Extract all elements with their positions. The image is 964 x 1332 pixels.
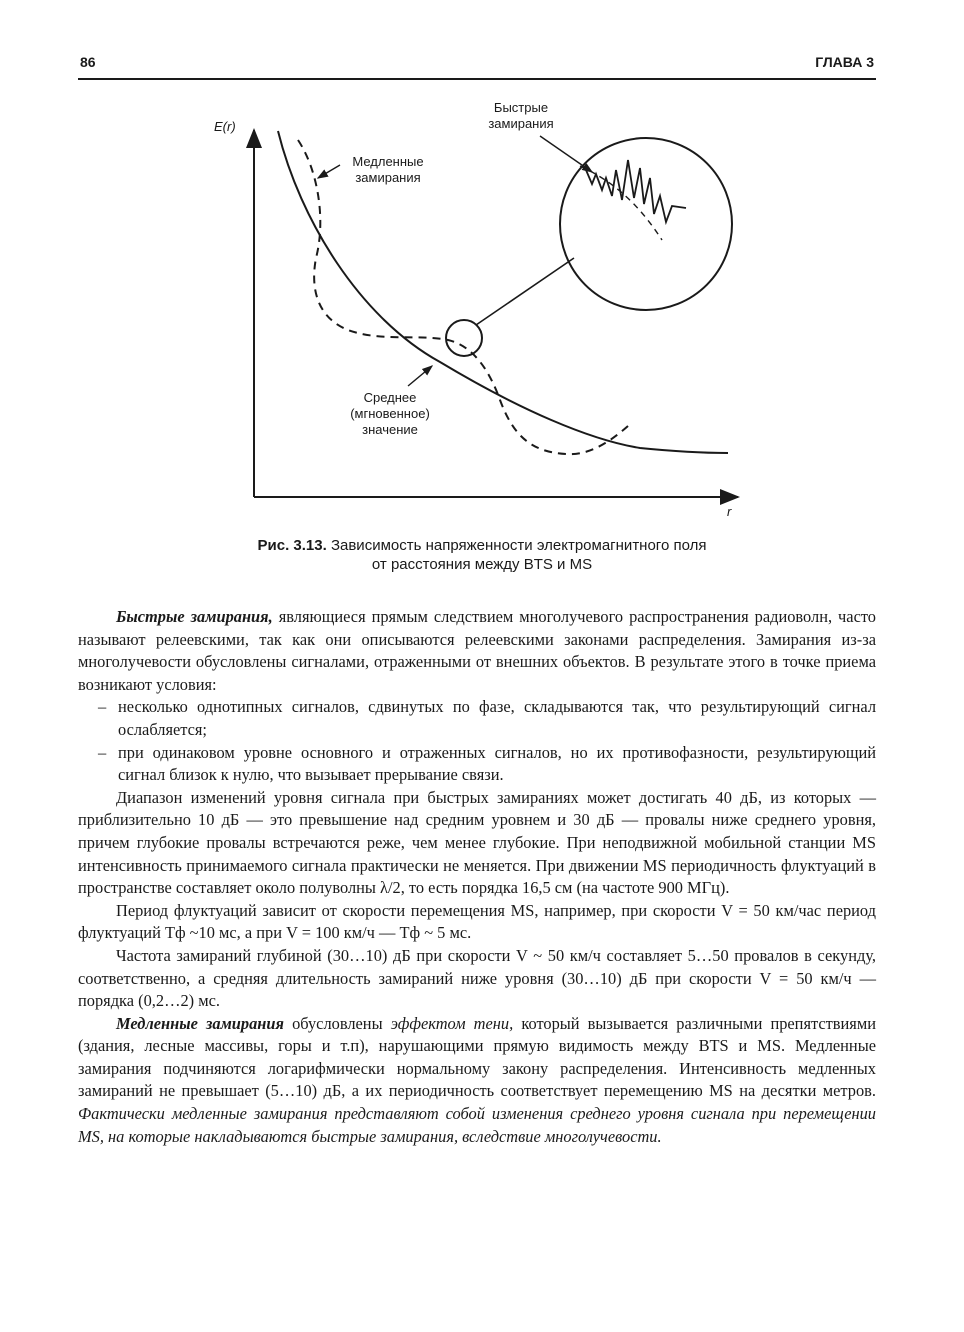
figure-caption bbox=[150, 536, 814, 574]
paragraph-2: Диапазон изменений уровня сигнала при быстрых замираниях может достигать 40 дБ, из которых — приблизительно 10 дБ — это превышение над средним уровнем и 30 дБ — провалы ниже среднего уровня, причем глубокие провалы встречаются реже, чем менее глубокие. При неподвижной мобильной станции MS интенсивность принимаемого сигнала практически не меняется. При движении MS периодичность флуктуаций в пространстве составляет около полуволны λ/2, то есть порядка 16,5 см (на частоте 900 МГц). bbox=[78, 787, 876, 898]
label-fast-2: замирания bbox=[488, 116, 554, 131]
page-number: 86 bbox=[80, 54, 96, 70]
term-fast-fading: Быстрые замирания, bbox=[116, 607, 273, 626]
magnify-connector bbox=[476, 258, 574, 325]
label-mean-3: значение bbox=[362, 422, 418, 437]
label-mean-2: (мгновенное) bbox=[350, 406, 430, 421]
label-fast-1: Быстрые bbox=[493, 100, 549, 115]
magnify-large-circle bbox=[560, 138, 732, 310]
caption-label: Рис. 3.13. bbox=[257, 537, 327, 554]
label-slow-1: Медленные bbox=[352, 154, 424, 169]
mean-curve bbox=[278, 131, 728, 453]
paragraph-3: Период флуктуаций зависит от скорости перемещения MS, например, при скорости V = 50 км/час период флуктуаций Tф ~10 мс, а при V = 100 км/ч — Tф ~ 5 мс. bbox=[78, 900, 876, 943]
mean-label-arrow bbox=[408, 366, 432, 386]
slow-fading-curve bbox=[298, 140, 628, 454]
label-slow-2: замирания bbox=[355, 170, 421, 185]
x-axis-label: r bbox=[727, 504, 732, 519]
y-axis-label: E(r) bbox=[214, 119, 236, 134]
paragraph-4: Частота замираний глубиной (30…10) дБ при скорости V ~ 50 км/ч составляет 5…50 провалов в секунду, соответственно, а средняя длительность замираний ниже уровня (30…10) дБ при скорости V = 50 км/ч — порядка (0,2…2) мс. bbox=[78, 945, 876, 1011]
slow-label-arrow bbox=[318, 165, 340, 178]
term-shadow-effect: эффектом тени, bbox=[390, 1013, 514, 1033]
caption-line1: Зависимость напряженности электромагнитного поля bbox=[330, 537, 707, 554]
list-item: – несколько однотипных сигналов, сдвинутых по фазе, складываются так, что результирующий сигнал ослабляется; bbox=[98, 697, 876, 739]
body-text bbox=[78, 606, 876, 1148]
paragraph-5: Медленные замирания обусловлены эффектом тени, который вызывается различными препятствиями (здания, лесные массивы, горы и т.п), нарушающими прямую видимость между BTS и MS. Медленные замирания подчиняются логарифмически нормальному закону распределения. Интенсивность медленных замираний не превышает (5…10) дБ, а их периодичность соответствует перемещению MS на десятки метров. Фактически медленные замирания представляют собой изменения среднего уровня сигнала при перемещении MS, на которые накладываются быстрые замирания, вследствие многолучевости. bbox=[78, 1013, 876, 1146]
chapter-title: ГЛАВА 3 bbox=[815, 54, 874, 70]
fast-fading-mean bbox=[580, 166, 662, 240]
caption-line2: от расстояния между BTS и MS bbox=[371, 556, 593, 573]
label-mean-1: Среднее bbox=[363, 390, 417, 405]
fast-fading-signal bbox=[586, 160, 686, 222]
term-slow-fading: Медленные замирания bbox=[116, 1013, 284, 1033]
paragraph-1: Быстрые замирания, являющиеся прямым следствием многолучевого распространения радиоволн, часто называют релеевскими, так как они описываются релеевскими законами распределения. Замирания из-за многолучевости обусловлены сигналами, отраженными от внешних объектов. В результате этого в точке приема возникают условия: bbox=[78, 607, 876, 694]
figure-diagram bbox=[0, 0, 964, 540]
list-item: – при одинаковом уровне основного и отраженных сигналов, но их противофазности, результирующий сигнал близок к нулю, что вызывает прерывание связи. bbox=[98, 742, 876, 785]
fast-label-arrow bbox=[540, 136, 592, 172]
